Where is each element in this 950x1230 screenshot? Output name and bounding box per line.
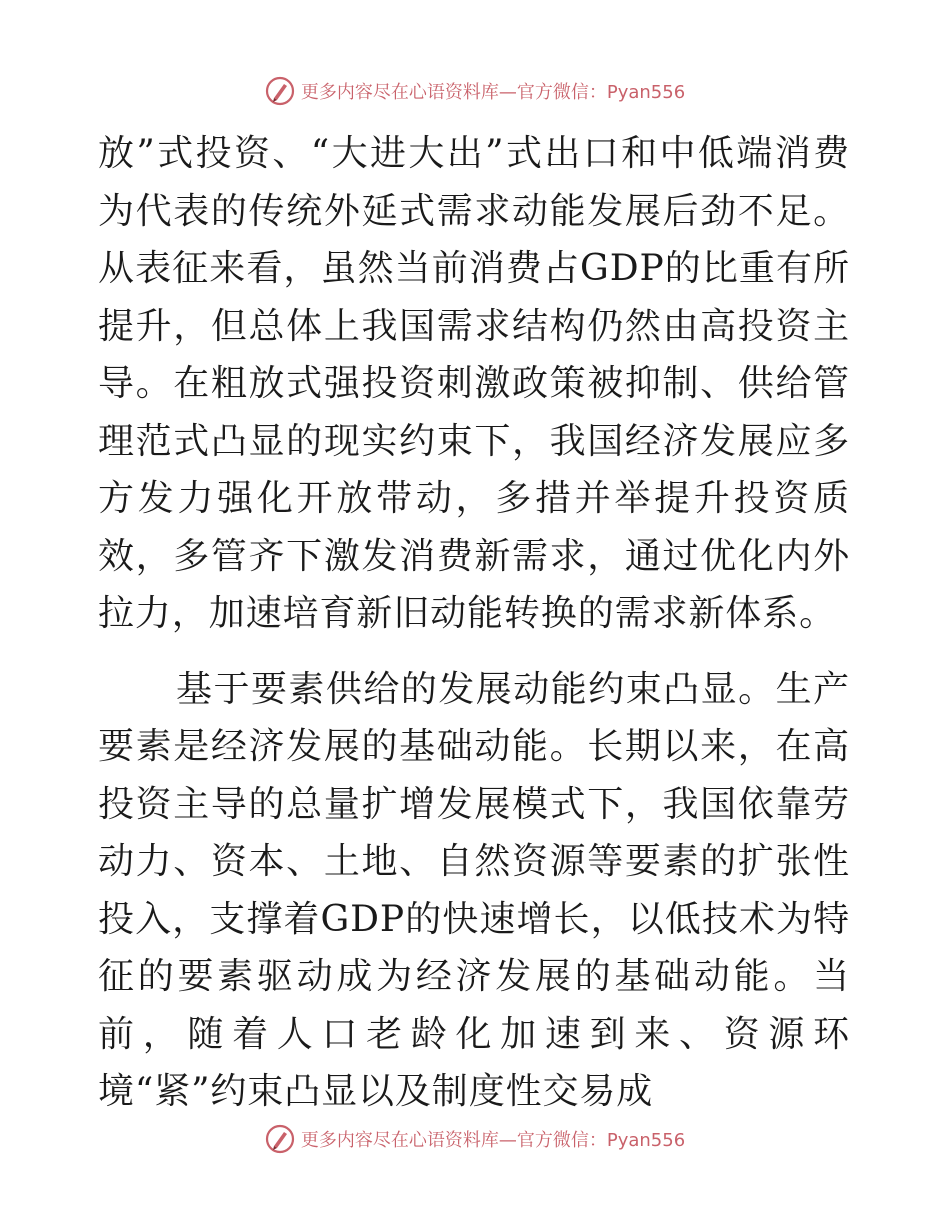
pen-logo-icon — [265, 1124, 295, 1154]
watermark-text: 更多内容尽在心语资料库—官方微信：Pyan556 — [300, 1130, 686, 1151]
header-watermark — [0, 76, 950, 106]
paragraph-2: 基于要素供给的发展动能约束凸显。生产要素是经济发展的基础动能。长期以来，在高投资主导的总量扩增发展模式下，我国依靠劳动力、资本、土地、自然资源等要素的扩张性投入，支撑着GDP的快速增长，以低技术为特征的要素驱动成为经济发展的基础动能。当前，随着人口老龄化加速到来、资源环境“紧”约束凸显以及制度性交易成 — [98, 668, 850, 1112]
footer-watermark — [0, 1124, 950, 1154]
watermark-text: 更多内容尽在心语资料库—官方微信：Pyan556 — [300, 82, 686, 103]
pen-logo-icon — [265, 76, 295, 106]
paragraph-1: 放”式投资、“大进大出”式出口和中低端消费为代表的传统外延式需求动能发展后劲不足。从表征来看，虽然当前消费占GDP的比重有所提升，但总体上我国需求结构仍然由高投资主导。在粗放式强投资刺激政策被抑制、供给管理范式凸显的现实约束下，我国经济发展应多方发力强化开放带动，多措并举提升投资质效，多管齐下激发消费新需求，通过优化内外拉力，加速培育新旧动能转换的需求新体系。 — [98, 133, 850, 634]
document-body — [98, 125, 850, 1121]
